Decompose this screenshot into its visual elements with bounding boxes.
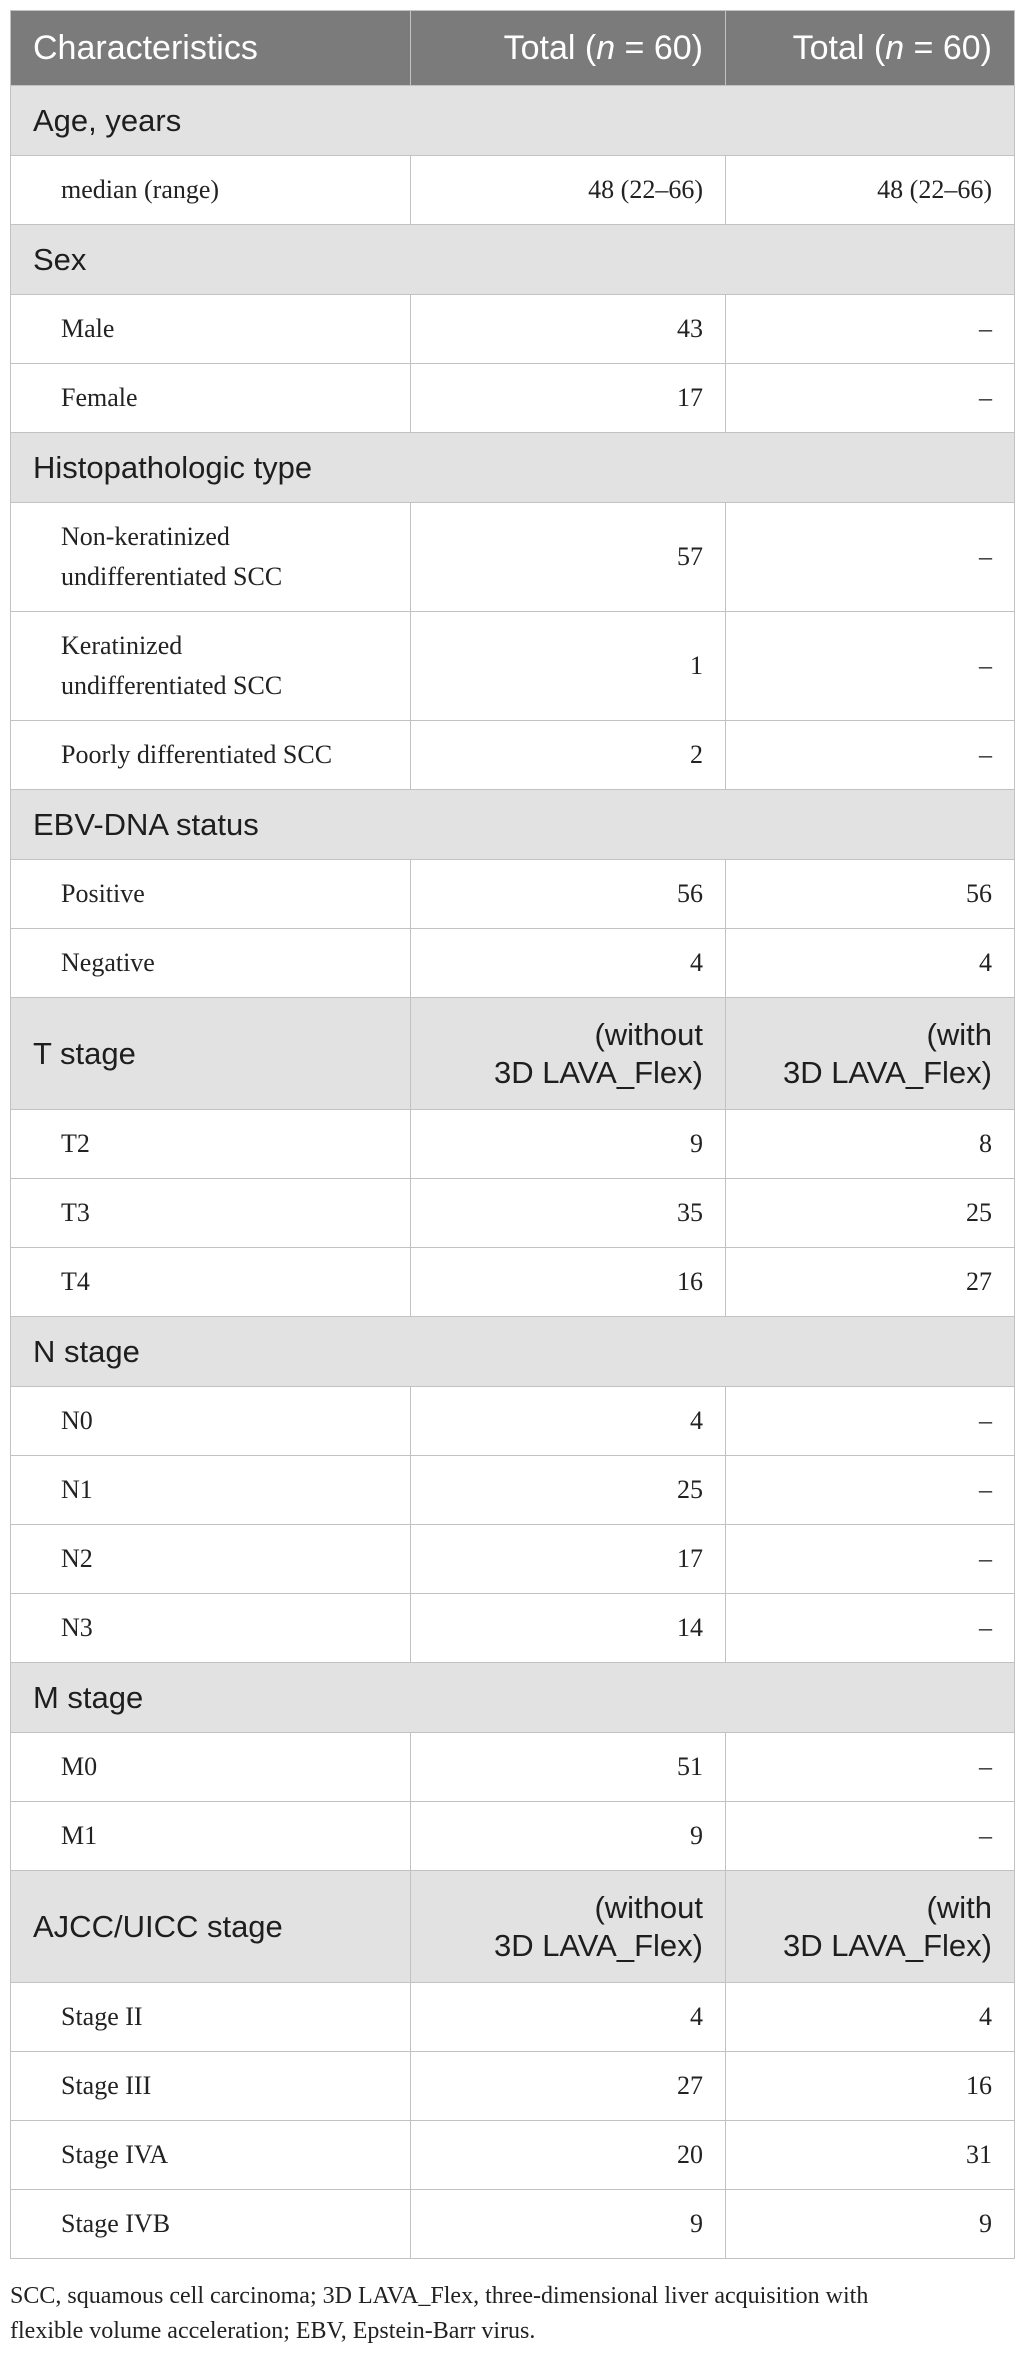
section-row-histopathologic-type xyxy=(11,433,1015,503)
section-title: T stage xyxy=(11,998,411,1110)
cell-value: 31 xyxy=(726,2121,1015,2190)
header-total-1: Total (n = 60) xyxy=(411,11,726,86)
cell-value: 51 xyxy=(411,1733,726,1802)
row-label: Keratinized undifferentiated SCC xyxy=(11,612,411,721)
table-row xyxy=(11,2121,1015,2190)
row-label: Stage II xyxy=(11,1983,411,2052)
cell-value: 16 xyxy=(726,2052,1015,2121)
subheader-with-lava-flex: (with 3D LAVA_Flex) xyxy=(726,998,1015,1110)
subheader-with-lava-flex: (with 3D LAVA_Flex) xyxy=(726,1871,1015,1983)
table-row xyxy=(11,929,1015,998)
row-label: Male xyxy=(11,295,411,364)
cell-value: – xyxy=(726,721,1015,790)
cell-value: 16 xyxy=(411,1248,726,1317)
subheader-without-lava-flex: (without 3D LAVA_Flex) xyxy=(411,998,726,1110)
section-row-m-stage xyxy=(11,1663,1015,1733)
cell-value: 17 xyxy=(411,364,726,433)
row-label: M1 xyxy=(11,1802,411,1871)
cell-value: 9 xyxy=(411,2190,726,2259)
table-row xyxy=(11,1802,1015,1871)
section-title: AJCC/UICC stage xyxy=(11,1871,411,1983)
row-label: M0 xyxy=(11,1733,411,1802)
table-row xyxy=(11,1733,1015,1802)
table-row xyxy=(11,295,1015,364)
cell-value: 25 xyxy=(726,1179,1015,1248)
table-row xyxy=(11,1456,1015,1525)
cell-value: – xyxy=(726,503,1015,612)
section-title: M stage xyxy=(11,1663,1015,1733)
table-row xyxy=(11,1179,1015,1248)
cell-value: 27 xyxy=(726,1248,1015,1317)
table-row xyxy=(11,721,1015,790)
row-label: Stage IVA xyxy=(11,2121,411,2190)
characteristics-table xyxy=(10,10,1015,2259)
cell-value: 25 xyxy=(411,1456,726,1525)
table-row xyxy=(11,1387,1015,1456)
row-label: N3 xyxy=(11,1594,411,1663)
cell-value: 4 xyxy=(411,1387,726,1456)
footnote-line: SCC, squamous cell carcinoma; 3D LAVA_Flex, three-dimensional liver acquisition with xyxy=(10,2283,869,2309)
row-label: Negative xyxy=(11,929,411,998)
cell-value: – xyxy=(726,1387,1015,1456)
cell-value: 17 xyxy=(411,1525,726,1594)
cell-value: 56 xyxy=(411,860,726,929)
cell-value: 57 xyxy=(411,503,726,612)
table-row xyxy=(11,2052,1015,2121)
row-label: Non-keratinized undifferentiated SCC xyxy=(11,503,411,612)
cell-value: 9 xyxy=(726,2190,1015,2259)
row-label: Stage IVB xyxy=(11,2190,411,2259)
row-label: Female xyxy=(11,364,411,433)
cell-value: – xyxy=(726,1525,1015,1594)
table-row xyxy=(11,612,1015,721)
cell-value: 4 xyxy=(726,1983,1015,2052)
cell-value: 1 xyxy=(411,612,726,721)
section-row-t-stage xyxy=(11,998,1015,1110)
row-label: Poorly differentiated SCC xyxy=(11,721,411,790)
table-row xyxy=(11,860,1015,929)
cell-value: 8 xyxy=(726,1110,1015,1179)
cell-value: – xyxy=(726,364,1015,433)
section-row-ajcc-uicc-stage xyxy=(11,1871,1015,1983)
cell-value: 20 xyxy=(411,2121,726,2190)
cell-value: 48 (22–66) xyxy=(726,156,1015,225)
table-row xyxy=(11,1983,1015,2052)
table-row xyxy=(11,1248,1015,1317)
row-label: T4 xyxy=(11,1248,411,1317)
row-label: T2 xyxy=(11,1110,411,1179)
cell-value: 9 xyxy=(411,1110,726,1179)
table-row xyxy=(11,364,1015,433)
cell-value: 43 xyxy=(411,295,726,364)
cell-value: – xyxy=(726,295,1015,364)
footnote-line: flexible volume acceleration; EBV, Epstein-Barr virus. xyxy=(10,2318,536,2344)
table-header-row xyxy=(11,11,1015,86)
cell-value: – xyxy=(726,1456,1015,1525)
section-row-ebv-dna-status xyxy=(11,790,1015,860)
subheader-without-lava-flex: (without 3D LAVA_Flex) xyxy=(411,1871,726,1983)
section-title: Histopathologic type xyxy=(11,433,1015,503)
section-title: EBV-DNA status xyxy=(11,790,1015,860)
cell-value: 27 xyxy=(411,2052,726,2121)
row-label: N0 xyxy=(11,1387,411,1456)
table-footnote xyxy=(10,2279,1014,2349)
cell-value: – xyxy=(726,1802,1015,1871)
cell-value: 4 xyxy=(411,1983,726,2052)
table-row xyxy=(11,156,1015,225)
section-row-n-stage xyxy=(11,1317,1015,1387)
row-label: Positive xyxy=(11,860,411,929)
cell-value: 4 xyxy=(411,929,726,998)
cell-value: – xyxy=(726,1594,1015,1663)
section-title: Age, years xyxy=(11,86,1015,156)
table-row xyxy=(11,1525,1015,1594)
section-title: Sex xyxy=(11,225,1015,295)
row-label: N1 xyxy=(11,1456,411,1525)
header-total-2: Total (n = 60) xyxy=(726,11,1015,86)
cell-value: 9 xyxy=(411,1802,726,1871)
section-row-sex xyxy=(11,225,1015,295)
table-row xyxy=(11,503,1015,612)
row-label: Stage III xyxy=(11,2052,411,2121)
row-label: N2 xyxy=(11,1525,411,1594)
table-row xyxy=(11,1594,1015,1663)
characteristics-table-container xyxy=(10,10,1014,2259)
section-title: N stage xyxy=(11,1317,1015,1387)
section-row-age xyxy=(11,86,1015,156)
cell-value: 35 xyxy=(411,1179,726,1248)
row-label: T3 xyxy=(11,1179,411,1248)
header-characteristics: Characteristics xyxy=(11,11,411,86)
cell-value: 4 xyxy=(726,929,1015,998)
cell-value: 56 xyxy=(726,860,1015,929)
cell-value: 48 (22–66) xyxy=(411,156,726,225)
table-row xyxy=(11,1110,1015,1179)
table-row xyxy=(11,2190,1015,2259)
cell-value: – xyxy=(726,612,1015,721)
cell-value: 14 xyxy=(411,1594,726,1663)
cell-value: – xyxy=(726,1733,1015,1802)
row-label: median (range) xyxy=(11,156,411,225)
cell-value: 2 xyxy=(411,721,726,790)
